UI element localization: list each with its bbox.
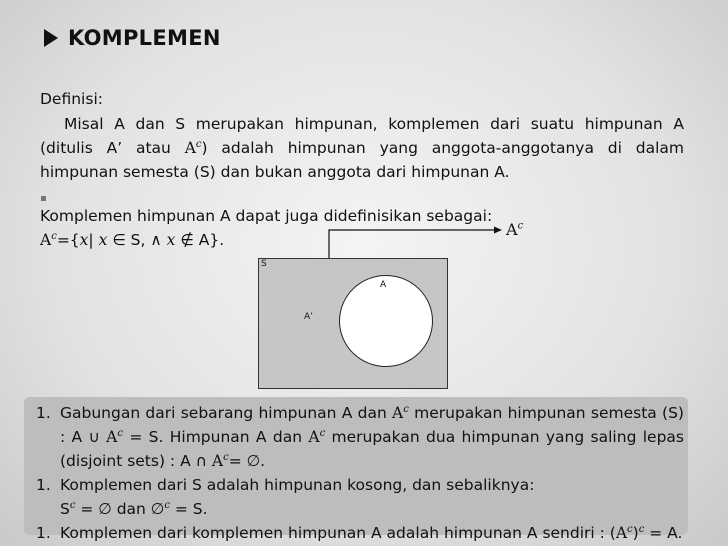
prop1-p3: = S. Himpunan A dan <box>122 428 309 446</box>
property-text <box>60 473 684 521</box>
set-open: ={ <box>56 231 80 249</box>
prop1-p2: merupakan himpunan semesta (S) : A ∪ <box>60 404 684 446</box>
prop1-ac4-sup: c <box>223 451 229 463</box>
set-ac-sup: c <box>51 230 57 242</box>
prop1-ac1-sup: c <box>403 403 409 415</box>
prop2-e-sup: c <box>164 499 170 511</box>
set-part: ∈ S, ∧ <box>107 231 167 249</box>
venn-complement-label: A’ <box>304 312 314 322</box>
set-x1: x <box>79 231 89 249</box>
prop2-p4: = S. <box>169 500 208 518</box>
prop3-p2: ) <box>632 524 639 542</box>
prop1-ac2-sup: c <box>117 427 123 439</box>
pointer-label <box>506 220 523 239</box>
venn-diagram <box>258 258 448 389</box>
set-x3: x <box>166 231 176 249</box>
pointer-ac-base: A <box>506 220 518 239</box>
komplemen-line: Komplemen himpunan A dapat juga didefinisikan sebagai: <box>40 207 493 225</box>
property-text <box>60 521 684 545</box>
definition-label: Definisi: <box>40 90 103 108</box>
prop1-p4: merupakan dua himpunan yang saling lepas (disjoint sets) : A ∩ <box>60 428 684 470</box>
prop1-ac3: A <box>308 428 320 446</box>
definition-part2: ) adalah himpunan yang anggota-anggotanya di dalam himpunan semesta (S) dan bukan anggota dari himpunan A. <box>40 139 684 181</box>
page-title: KOMPLEMEN <box>68 26 221 50</box>
prop1-ac4: A <box>211 452 224 470</box>
prop3-a-sup: c <box>627 523 633 535</box>
property-item <box>36 521 684 545</box>
property-text <box>60 401 684 473</box>
prop2-p1: Komplemen dari S adalah himpunan kosong, dan sebaliknya: <box>60 476 535 494</box>
prop3-p3: = A. <box>644 524 683 542</box>
definition-part1: Misal A dan S merupakan himpunan, komplemen dari suatu himpunan A (ditulis A’ atau <box>40 115 684 157</box>
properties-list <box>36 401 684 545</box>
venn-set-label: A <box>380 280 387 290</box>
definition-ac-base: A <box>184 139 196 157</box>
property-number: 1. <box>36 524 51 542</box>
prop3-a: A <box>615 524 628 542</box>
set-end: ∉ A}. <box>175 231 225 249</box>
prop2-p3: = ∅ dan ∅ <box>75 500 165 518</box>
prop1-ac2: A <box>106 428 118 446</box>
prop1-ac1: A <box>392 404 404 422</box>
prop1-p5: = ∅. <box>228 452 266 470</box>
set-x2: x <box>98 231 108 249</box>
set-mid: | <box>88 231 99 249</box>
properties-box <box>24 397 688 542</box>
prop3-p1: Komplemen dari komplemen himpunan A adalah himpunan A sendiri : ( <box>60 524 616 542</box>
venn-universe-label: S <box>261 259 267 269</box>
property-item <box>36 401 684 473</box>
definition-ac-sup: c <box>195 138 202 150</box>
set-ac-base: A <box>40 231 52 249</box>
property-number: 1. <box>36 476 51 494</box>
prop2-s-sup: c <box>69 499 76 511</box>
property-number: 1. <box>36 404 51 422</box>
prop1-ac3-sup: c <box>319 427 326 439</box>
prop2-p2: S <box>60 500 70 518</box>
pointer-ac-sup: c <box>517 220 524 232</box>
prop1-p1: Gabungan dari sebarang himpunan A dan <box>60 404 393 422</box>
prop3-outer-sup: c <box>638 523 645 535</box>
property-item <box>36 473 684 521</box>
